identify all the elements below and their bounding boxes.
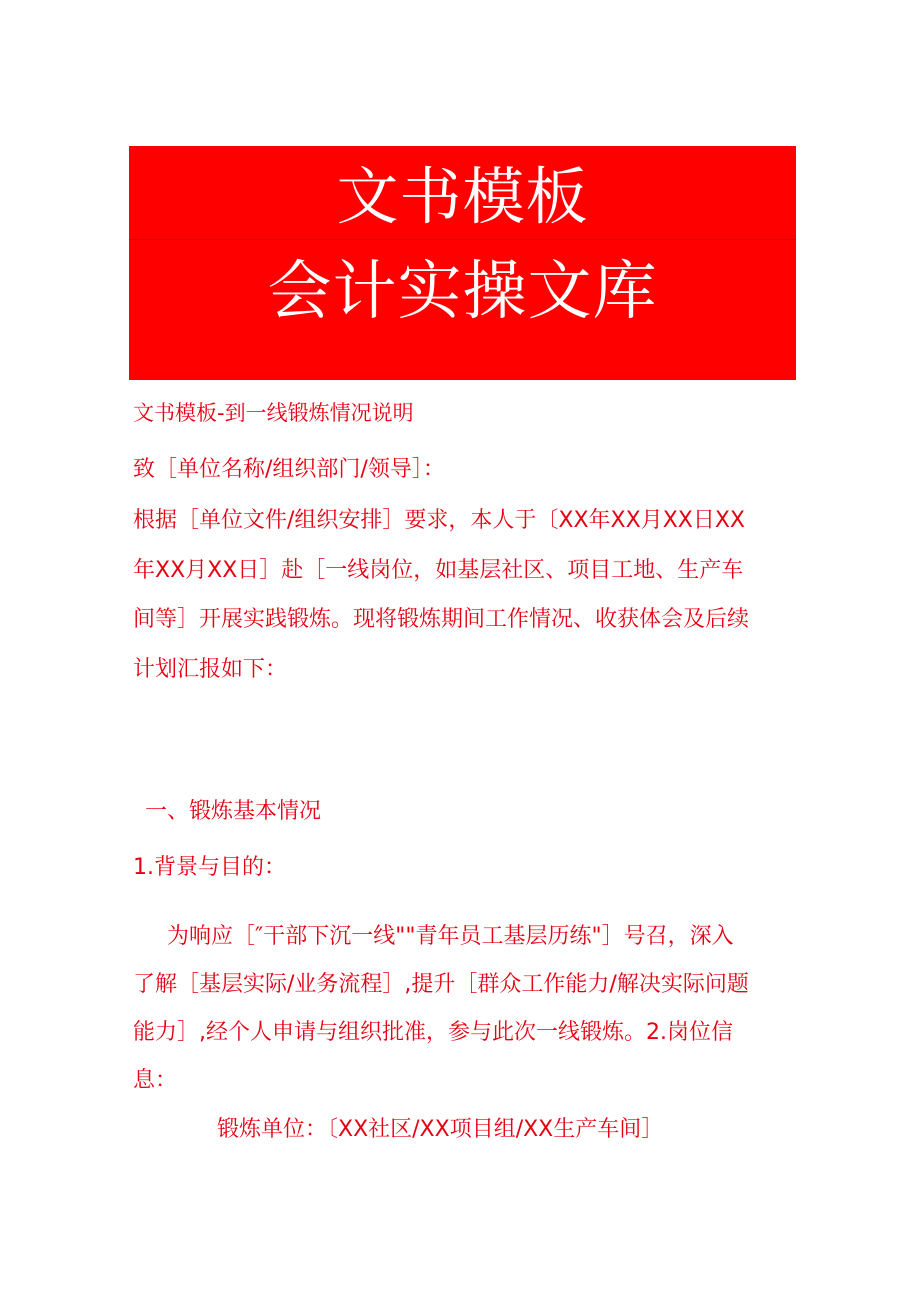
intro-line-3: 间等］开展实践锻炼。现将锻炼期间工作情况、收获体会及后续 (133, 607, 750, 632)
banner-title: 文书模板 (336, 160, 589, 233)
intro-line-4: 计划汇报如下： (133, 657, 288, 682)
banner-divider (129, 239, 796, 240)
body-line-1: 为响应［″干部下沉一线""青年员工基层历练"］号召，深入 (167, 924, 734, 949)
subsection-heading: 1.背景与目的： (133, 855, 286, 880)
body-line-4: 息： (133, 1068, 178, 1093)
title-banner (129, 146, 796, 380)
section-heading: 一、锻炼基本情况 (145, 799, 322, 824)
document-subtitle: 文书模板-到一线锻炼情况说明 (133, 401, 414, 425)
unit-line: 锻炼单位：〔XX社区/XX项目组/XX生产车间］ (217, 1117, 664, 1142)
body-line-2: 了解［基层实际/业务流程］,提升［群众工作能力/解决实际问题 (133, 972, 749, 997)
intro-line-2: 年XX月XX日］赴［一线岗位，如基层社区、项目工地、生产车 (133, 558, 744, 583)
salutation: 致［单位名称/组织部门/领导］： (133, 457, 445, 482)
banner-subtitle: 会计实操文库 (267, 255, 658, 329)
body-line-3: 能力］,经个人申请与组织批准，参与此次一线锻炼。2.岗位信 (133, 1020, 733, 1045)
intro-line-1: 根据［单位文件/组织安排］要求，本人于〔XX年XX月XX日XX (133, 508, 745, 533)
